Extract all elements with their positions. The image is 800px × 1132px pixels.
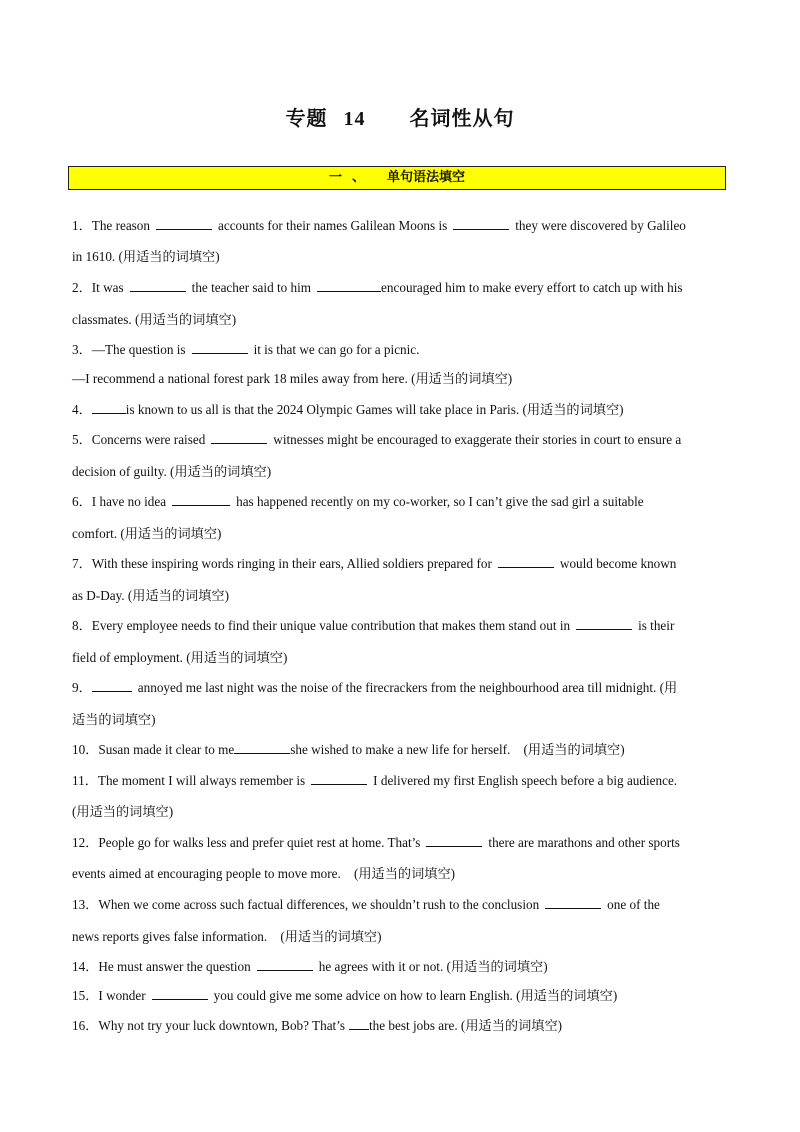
question-text: —I recommend a national forest park 18 miles away from here. (用适当的词填空) <box>72 371 513 386</box>
question-text: He must answer the question <box>98 959 251 974</box>
question-text: as D-Day. (用适当的词填空) <box>72 588 229 603</box>
question-number: 9． <box>72 680 92 695</box>
question-text: Susan made it clear to me <box>98 742 235 757</box>
question-3 <box>72 334 732 365</box>
question-text: accounts for their names Galilean Moons is <box>218 218 448 233</box>
question-15 <box>72 980 732 1011</box>
section-heading: 单句语法填空 <box>387 170 466 185</box>
question-text: Concerns were raised <box>91 432 206 447</box>
question-9 <box>72 672 732 703</box>
question-text: witnesses might be encouraged to exaggerate their stories in court to ensure a <box>273 432 682 447</box>
question-5-cont <box>72 456 732 487</box>
question-text: It was <box>91 280 124 295</box>
question-number: 14． <box>72 959 99 974</box>
answer-blank[interactable] <box>498 553 554 568</box>
question-13 <box>72 889 732 920</box>
question-number: 7． <box>72 556 92 571</box>
answer-blank[interactable] <box>576 615 632 630</box>
question-7-cont <box>72 580 732 611</box>
question-11-cont <box>72 796 732 827</box>
question-text: People go for walks less and prefer quiet rest at home. That’s <box>98 835 421 850</box>
question-text: classmates. (用适当的词填空) <box>72 312 237 327</box>
question-number: 4． <box>72 402 92 417</box>
question-number: 5． <box>72 432 92 447</box>
question-text: annoyed me last night was the noise of the firecrackers from the neighbourhood area till midnight. (用 <box>137 680 678 695</box>
question-number: 3． <box>72 342 92 357</box>
question-13-cont <box>72 921 732 952</box>
question-text: I have no idea <box>91 494 167 509</box>
question-text: they were discovered by Galileo <box>515 218 686 233</box>
answer-blank[interactable] <box>92 399 126 414</box>
section-number: 一 <box>328 170 342 185</box>
answer-blank[interactable] <box>453 215 509 230</box>
question-text: events aimed at encouraging people to move more. (用适当的词填空) <box>72 866 456 881</box>
answer-blank[interactable] <box>426 832 482 847</box>
question-8-cont <box>72 642 732 673</box>
section-separator: 、 <box>351 170 365 185</box>
question-number: 1． <box>72 218 92 233</box>
question-text: would become known <box>559 556 677 571</box>
question-text: (用适当的词填空) <box>72 804 174 819</box>
answer-blank[interactable] <box>349 1015 369 1030</box>
answer-blank[interactable] <box>317 277 381 292</box>
question-3-cont <box>72 363 732 394</box>
section-heading-box <box>68 166 726 190</box>
question-6 <box>72 486 732 517</box>
answer-blank[interactable] <box>234 739 290 754</box>
question-14 <box>72 951 732 982</box>
answer-blank[interactable] <box>156 215 212 230</box>
question-text: Why not try your luck downtown, Bob? That’s <box>98 1018 346 1033</box>
question-text: I wonder <box>98 988 146 1003</box>
question-4 <box>72 394 732 425</box>
question-text: in 1610. (用适当的词填空) <box>72 249 220 264</box>
question-8 <box>72 610 732 641</box>
question-text: you could give me some advice on how to learn English. (用适当的词填空) <box>213 988 618 1003</box>
question-12-cont <box>72 858 732 889</box>
question-number: 12． <box>72 835 99 850</box>
question-7 <box>72 548 732 579</box>
question-text: When we come across such factual differences, we shouldn’t rush to the conclusion <box>98 897 540 912</box>
question-text: news reports gives false information. (用适当的词填空) <box>72 929 382 944</box>
question-text: she wished to make a new life for herself. (用适当的词填空) <box>290 742 625 757</box>
question-number: 10． <box>72 742 99 757</box>
question-number: 16． <box>72 1018 99 1033</box>
answer-blank[interactable] <box>211 429 267 444</box>
question-text: it is that we can go for a picnic. <box>253 342 420 357</box>
question-text: field of employment. (用适当的词填空) <box>72 650 288 665</box>
title-name: 名词性从句 <box>409 106 515 130</box>
answer-blank[interactable] <box>152 985 208 1000</box>
question-text: has happened recently on my co-worker, so I can’t give the sad girl a suitable <box>236 494 644 509</box>
question-6-cont <box>72 518 732 549</box>
question-text: one of the <box>607 897 660 912</box>
question-number: 6． <box>72 494 92 509</box>
question-text: The reason <box>91 218 150 233</box>
question-text: I delivered my first English speech before a big audience. <box>373 773 678 788</box>
question-number: 15． <box>72 988 99 1003</box>
page-title <box>0 102 800 131</box>
question-text: there are marathons and other sports <box>488 835 680 850</box>
answer-blank[interactable] <box>192 339 248 354</box>
question-11 <box>72 765 732 796</box>
question-text: 适当的词填空) <box>72 712 156 727</box>
question-5 <box>72 424 732 455</box>
question-text: comfort. (用适当的词填空) <box>72 526 222 541</box>
question-text: the best jobs are. (用适当的词填空) <box>369 1018 563 1033</box>
question-text: is their <box>638 618 675 633</box>
question-text: the teacher said to him <box>191 280 312 295</box>
question-text: —The question is <box>91 342 186 357</box>
question-10 <box>72 734 732 765</box>
answer-blank[interactable] <box>130 277 186 292</box>
answer-blank[interactable] <box>545 894 601 909</box>
question-2-cont <box>72 304 732 335</box>
question-text: With these inspiring words ringing in their ears, Allied soldiers prepared for <box>91 556 492 571</box>
question-number: 2． <box>72 280 92 295</box>
question-number: 13． <box>72 897 99 912</box>
answer-blank[interactable] <box>311 770 367 785</box>
question-text: encouraged him to make every effort to catch up with his <box>381 280 683 295</box>
question-number: 8． <box>72 618 92 633</box>
question-9-cont <box>72 704 732 735</box>
question-1-cont <box>72 241 732 272</box>
question-1 <box>72 210 732 241</box>
answer-blank[interactable] <box>172 491 230 506</box>
answer-blank[interactable] <box>92 677 132 692</box>
question-text: decision of guilty. (用适当的词填空) <box>72 464 272 479</box>
question-16 <box>72 1010 732 1041</box>
title-prefix: 专题 <box>285 106 328 130</box>
question-text: The moment I will always remember is <box>97 773 306 788</box>
title-number: 14 <box>343 108 366 130</box>
question-12 <box>72 827 732 858</box>
question-text: he agrees with it or not. (用适当的词填空) <box>318 959 548 974</box>
question-text: is known to us all is that the 2024 Olympic Games will take place in Paris. (用适当的词填空) <box>125 402 624 417</box>
answer-blank[interactable] <box>257 956 313 971</box>
question-text: Every employee needs to find their unique value contribution that makes them stand out in <box>91 618 571 633</box>
question-number: 11． <box>72 773 98 788</box>
question-2 <box>72 272 732 303</box>
